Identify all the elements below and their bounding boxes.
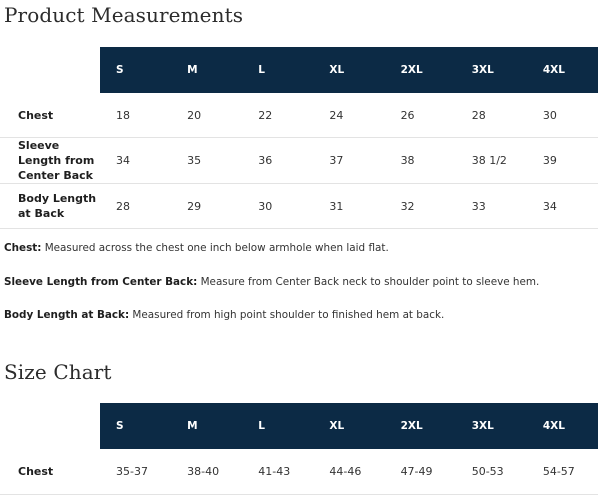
size-header-row [0,403,598,449]
note-chest [4,242,389,254]
size-header-l: L [242,403,313,449]
table-cell: 38 [385,138,456,184]
table-cell: 47-49 [385,449,456,495]
table-cell: 41-43 [242,449,313,495]
size-header-xl: XL [313,403,384,449]
table-cell: 32 [385,184,456,229]
size-chart-table [0,403,598,495]
row-label: Sleeve Length from Center Back [0,138,100,184]
table-row [0,93,598,138]
size-header-3xl: 3XL [456,403,527,449]
table-cell: 31 [313,184,384,229]
size-header-2xl: 2XL [385,47,456,93]
table-row [0,138,598,184]
table-cell: 44-46 [313,449,384,495]
table-cell: 37 [313,138,384,184]
table-cell: 38 1/2 [456,138,527,184]
header-corner [0,47,100,93]
row-label: Body Length at Back [0,184,100,229]
row-label: Chest [0,449,100,495]
note-text: Measured across the chest one inch below armhole when laid flat. [41,242,389,254]
table-cell: 26 [385,93,456,138]
size-header-s: S [100,47,171,93]
table-cell: 34 [527,184,598,229]
table-cell: 38-40 [171,449,242,495]
size-header-xl: XL [313,47,384,93]
size-header-4xl: 4XL [527,47,598,93]
table-cell: 54-57 [527,449,598,495]
table-cell: 30 [527,93,598,138]
note-term: Chest: [4,242,42,254]
header-corner [0,403,100,449]
size-header-2xl: 2XL [385,403,456,449]
size-header-s: S [100,403,171,449]
size-header-row [0,47,598,93]
note-sleeve-length [4,276,539,288]
table-cell: 33 [456,184,527,229]
table-row [0,184,598,229]
table-cell: 34 [100,138,171,184]
size-header-l: L [242,47,313,93]
note-term: Sleeve Length from Center Back: [4,276,198,288]
table-cell: 30 [242,184,313,229]
note-body-length [4,309,444,321]
table-cell: 18 [100,93,171,138]
table-cell: 39 [527,138,598,184]
row-label: Chest [0,93,100,138]
product-measurements-table [0,47,598,229]
size-header-3xl: 3XL [456,47,527,93]
table-cell: 20 [171,93,242,138]
size-header-m: M [171,47,242,93]
size-header-4xl: 4XL [527,403,598,449]
table-cell: 29 [171,184,242,229]
table-cell: 50-53 [456,449,527,495]
table-cell: 35-37 [100,449,171,495]
note-term: Body Length at Back: [4,309,130,321]
product-measurements-title: Product Measurements [4,3,244,27]
table-cell: 35 [171,138,242,184]
note-text: Measured from high point shoulder to finished hem at back. [129,309,445,321]
table-cell: 28 [100,184,171,229]
note-text: Measure from Center Back neck to shoulder point to sleeve hem. [197,276,540,288]
table-cell: 22 [242,93,313,138]
table-cell: 36 [242,138,313,184]
table-row [0,449,598,495]
size-chart-title: Size Chart [4,360,112,384]
table-cell: 28 [456,93,527,138]
size-header-m: M [171,403,242,449]
table-cell: 24 [313,93,384,138]
